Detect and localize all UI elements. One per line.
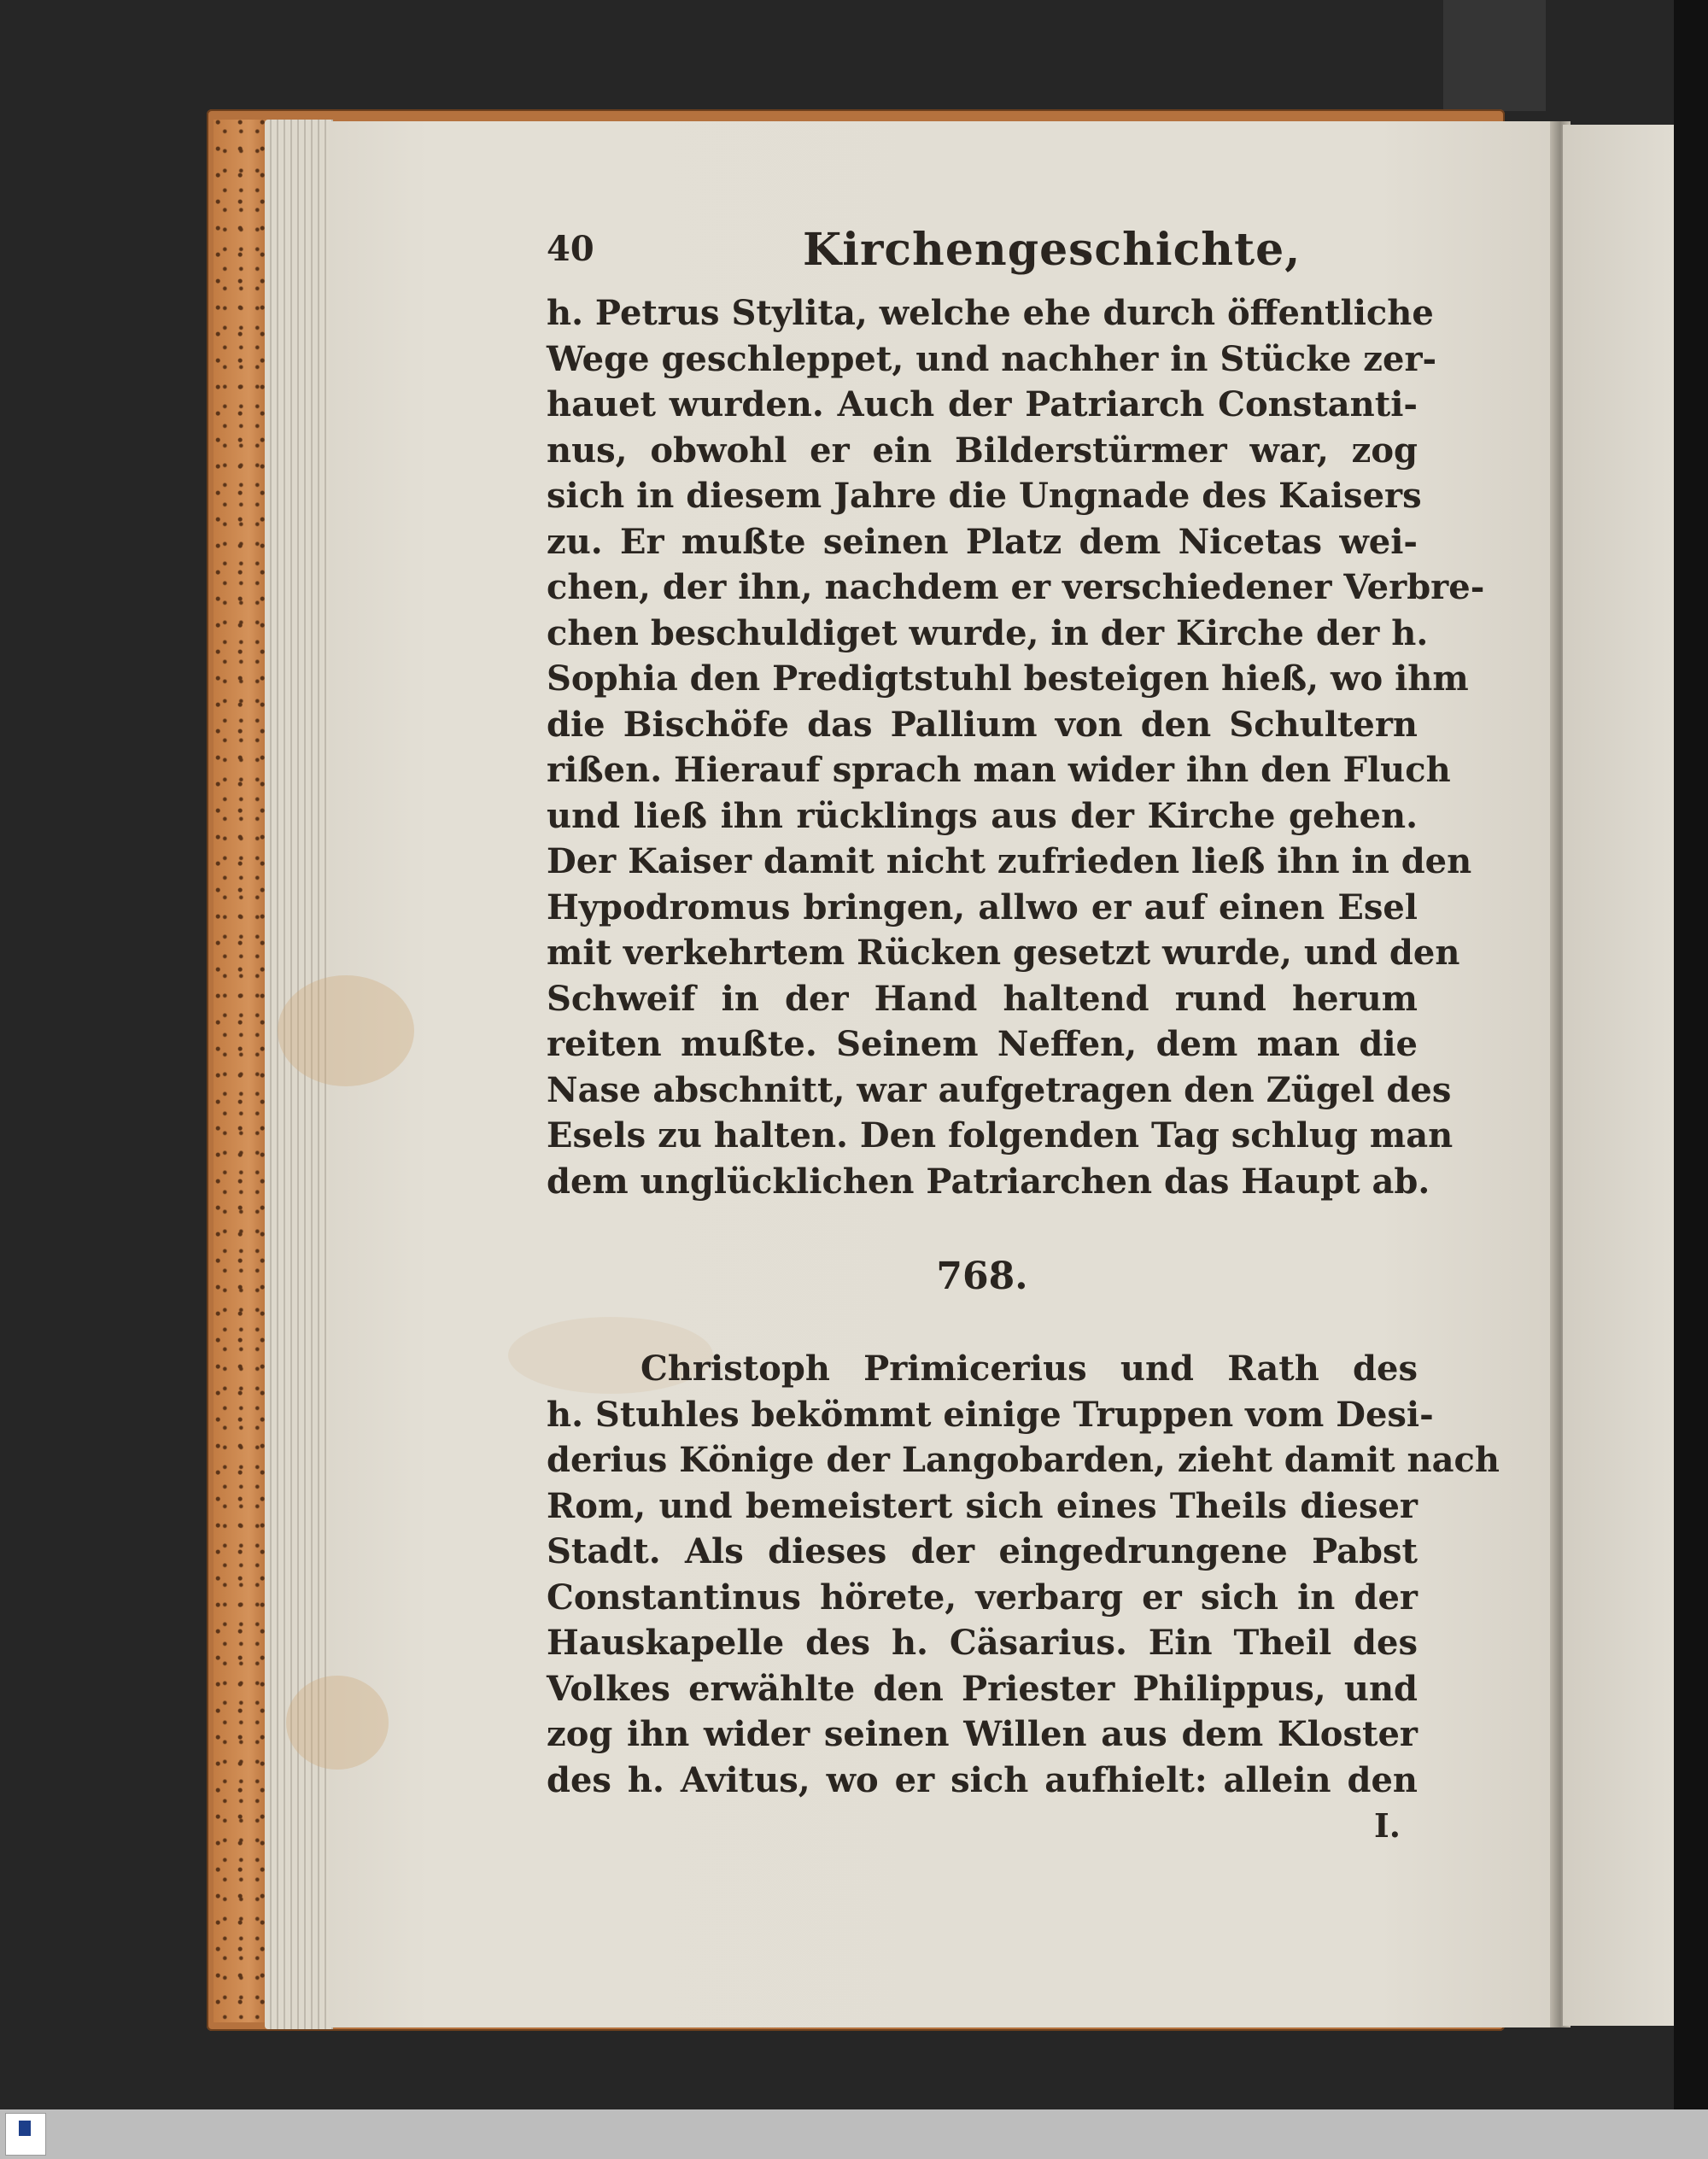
book-page-right: [1563, 125, 1674, 2026]
text-line: zog ihn wider seinen Willen aus dem Kloster: [547, 1714, 1418, 1754]
catchword: I.: [1373, 1806, 1401, 1845]
text-line: derius Könige der Langobarden, zieht damit nach: [547, 1440, 1500, 1480]
text-line: Schweif in der Hand haltend rund herum: [547, 978, 1418, 1019]
text-line: Esels zu halten. Den folgenden Tag schlug man: [547, 1115, 1454, 1156]
text-line: Constantinus hörete, verbarg er sich in der: [547, 1577, 1418, 1618]
text-line: Hauskapelle des h. Cäsarius. Ein Theil des: [547, 1623, 1418, 1663]
text-line: und ließ ihn rücklings aus der Kirche gehen.: [547, 795, 1418, 836]
page-stain: [278, 975, 414, 1086]
viewer-footer-bar: [0, 2109, 1708, 2159]
text-line: sich in diesem Jahre die Ungnade des Kaisers: [547, 476, 1422, 516]
text-line: zu. Er mußte seinen Platz dem Nicetas wei-: [547, 521, 1418, 562]
text-line: dem unglücklichen Patriarchen das Haupt ab.: [547, 1161, 1430, 1202]
paragraph-1: [547, 290, 1485, 1204]
text-line: Nase abschnitt, war aufgetragen den Zügel des: [547, 1069, 1452, 1110]
paragraph-2: [547, 1346, 1500, 1803]
text-line: mit verkehrtem Rücken gesetzt wurde, und den: [547, 933, 1460, 973]
text-line: Rom, und bemeistert sich eines Theils dieser: [547, 1485, 1418, 1526]
text-line: h. Stuhles bekömmt einige Truppen vom Desi-: [547, 1394, 1434, 1435]
backdrop: [1443, 0, 1546, 111]
text-line: die Bischöfe das Pallium von den Schultern: [547, 704, 1418, 745]
running-title: Kirchengeschichte,: [803, 224, 1301, 276]
text-line: chen beschuldiget wurde, in der Kirche der h.: [547, 612, 1429, 653]
text-line: chen, der ihn, nachdem er verschiedener Verbre-: [547, 567, 1485, 607]
year-heading: 768.: [936, 1255, 1028, 1298]
page-text: [547, 224, 1500, 1845]
text-line: reiten mußte. Seinem Neffen, dem man die: [547, 1024, 1418, 1064]
text-line: Hypodromus bringen, allwo er auf einen Esel: [547, 886, 1418, 927]
text-line: nus, obwohl er ein Bilderstürmer war, zog: [547, 430, 1418, 471]
text-line: Volkes erwählte den Priester Philippus, und: [547, 1668, 1418, 1709]
text-line: rißen. Hierauf sprach man wider ihn den Fluch: [547, 750, 1451, 790]
text-line: Der Kaiser damit nicht zufrieden ließ ihn in den: [547, 841, 1472, 881]
logo-mark: [19, 2121, 31, 2136]
text-line: Stadt. Als dieses der eingedrungene Pabst: [547, 1531, 1418, 1571]
backdrop-right: [1674, 0, 1708, 2109]
running-head: [547, 224, 1418, 289]
library-logo-icon[interactable]: [5, 2113, 46, 2156]
page-number: 40: [547, 229, 594, 269]
page-stain: [286, 1676, 389, 1770]
text-line: Christoph Primicerius und Rath des: [640, 1349, 1418, 1389]
text-line: hauet wurden. Auch der Patriarch Constanti-: [547, 384, 1418, 424]
text-line: Wege geschleppet, und nachher in Stücke zer-: [547, 338, 1437, 379]
text-line: Sophia den Predigtstuhl besteigen hieß, wo ihm: [547, 658, 1469, 699]
text-line: des h. Avitus, wo er sich aufhielt: allein den: [547, 1759, 1418, 1800]
text-line: h. Petrus Stylita, welche ehe durch öffentliche: [547, 293, 1434, 333]
